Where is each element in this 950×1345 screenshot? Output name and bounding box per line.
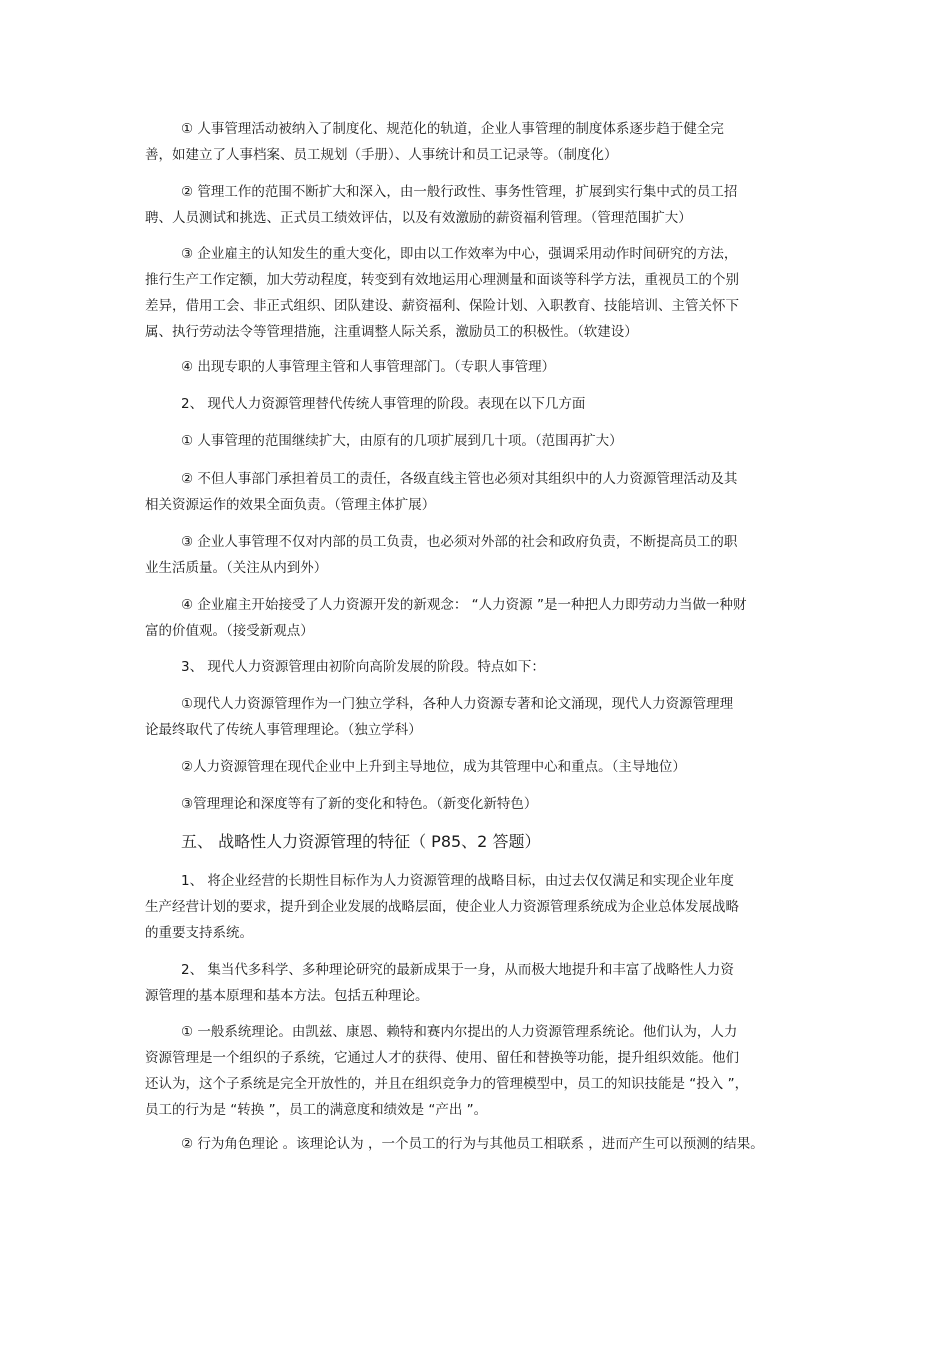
text-line: 还认为，这个子系统是完全开放性的，并且在组织竞争力的管理模型中，员工的知识技能是 “投入 ”， bbox=[145, 1076, 749, 1092]
paragraph-10 bbox=[145, 754, 805, 780]
paragraph-3 bbox=[145, 241, 805, 345]
text-line: ①现代人力资源管理作为一门独立学科，各种人力资源专著和论文涌现，现代人力资源管理理 bbox=[181, 696, 734, 712]
text-line: ① 一般系统理论。由凯兹、康恩、赖特和赛内尔提出的人力资源管理系统论。他们认为，人力 bbox=[181, 1024, 738, 1040]
paragraph-5 bbox=[145, 428, 805, 454]
paragraph-9 bbox=[145, 691, 805, 743]
paragraph-7 bbox=[145, 529, 805, 581]
text-line: ② 行为角色理论 。该理论认为 ，一个员工的行为与其他员工相联系 ，进而产生可以预测的结果。 bbox=[181, 1136, 764, 1152]
text-line: 相关资源运作的效果全面负责。（管理主体扩展） bbox=[145, 497, 436, 513]
text-line: 属、执行劳动法令等管理措施，注重调整人际关系，激励员工的积极性。（软建设） bbox=[145, 324, 638, 340]
text-line: 3、 现代人力资源管理由初阶向高阶发展的阶段。特点如下： bbox=[181, 659, 545, 675]
text-line: 聘、人员测试和挑选、正式员工绩效评估，以及有效激励的薪资福利管理。（管理范围扩大） bbox=[145, 210, 692, 226]
text-line: ④ 企业雇主开始接受了人力资源开发的新观念： “人力资源 ”是一种把人力即劳动力当做一种财 bbox=[181, 597, 747, 613]
text-line: 推行生产工作定额，加大劳动程度，转变到有效地运用心理测量和面谈等科学方法，重视员工的个别 bbox=[145, 272, 739, 288]
text-line: 论最终取代了传统人事管理理论。（独立学科） bbox=[145, 722, 422, 738]
paragraph-6 bbox=[145, 466, 805, 518]
text-line: ②人力资源管理在现代企业中上升到主导地位，成为其管理中心和重点。（主导地位） bbox=[181, 759, 686, 775]
paragraph-13 bbox=[145, 957, 805, 1009]
text-line: ② 不但人事部门承担着员工的责任，各级直线主管也必须对其组织中的人力资源管理活动及其 bbox=[181, 471, 738, 487]
text-line: 源管理的基本原理和基本方法。包括五种理论。 bbox=[145, 988, 429, 1004]
paragraph-12 bbox=[145, 868, 805, 946]
paragraph-4 bbox=[145, 354, 805, 380]
text-line: ① 人事管理活动被纳入了制度化、规范化的轨道，企业人事管理的制度体系逐步趋于健全完 bbox=[181, 121, 724, 137]
text-line: ④ 出现专职的人事管理主管和人事管理部门。（专职人事管理） bbox=[181, 359, 556, 375]
paragraph-11 bbox=[145, 791, 805, 817]
text-line: 2、 集当代多科学、多种理论研究的最新成果于一身，从而极大地提升和丰富了战略性人力资 bbox=[181, 962, 734, 978]
section-heading-five: 五、 战略性人力资源管理的特征（ P85、2 答题） bbox=[181, 832, 541, 851]
text-line: 富的价值观。（接受新观点） bbox=[145, 623, 314, 639]
text-line: 差异，借用工会、非正式组织、团队建设、薪资福利、保险计划、入职教育、技能培训、主管关怀下 bbox=[145, 298, 739, 314]
text-line: ③管理理论和深度等有了新的变化和特色。（新变化新特色） bbox=[181, 796, 538, 812]
text-line: 资源管理是一个组织的子系统，它通过人才的获得、使用、留任和替换等功能，提升组织效能。他们 bbox=[145, 1050, 739, 1066]
paragraph-1 bbox=[145, 116, 805, 168]
text-line: ③ 企业人事管理不仅对内部的员工负责，也必须对外部的社会和政府负责，不断提高员工的职 bbox=[181, 534, 738, 550]
text-line: ③ 企业雇主的认知发生的重大变化，即由以工作效率为中心，强调采用动作时间研究的方法， bbox=[181, 246, 738, 262]
paragraph-15 bbox=[145, 1131, 805, 1157]
text-line: 2、 现代人力资源管理替代传统人事管理的阶段。表现在以下几方面 bbox=[181, 396, 586, 412]
text-line: ② 管理工作的范围不断扩大和深入，由一般行政性、事务性管理，扩展到实行集中式的员工招 bbox=[181, 184, 738, 200]
text-line: 1、 将企业经营的长期性目标作为人力资源管理的战略目标，由过去仅仅满足和实现企业年度 bbox=[181, 873, 734, 889]
text-line: 员工的行为是 “转换 ”，员工的满意度和绩效是 “产出 ”。 bbox=[145, 1102, 488, 1118]
text-line: 生产经营计划的要求，提升到企业发展的战略层面，使企业人力资源管理系统成为企业总体发展战略 bbox=[145, 899, 739, 915]
text-line: 业生活质量。（关注从内到外） bbox=[145, 560, 328, 576]
text-line: ① 人事管理的范围继续扩大，由原有的几项扩展到几十项。（范围再扩大） bbox=[181, 433, 623, 449]
section-3-heading bbox=[145, 654, 805, 680]
paragraph-8 bbox=[145, 592, 805, 644]
text-line: 的重要支持系统。 bbox=[145, 925, 253, 941]
section-2-heading bbox=[145, 391, 805, 417]
paragraph-2 bbox=[145, 179, 805, 231]
paragraph-14 bbox=[145, 1019, 805, 1123]
text-line: 善，如建立了人事档案、员工规划（手册）、人事统计和员工记录等。（制度化） bbox=[145, 147, 618, 163]
